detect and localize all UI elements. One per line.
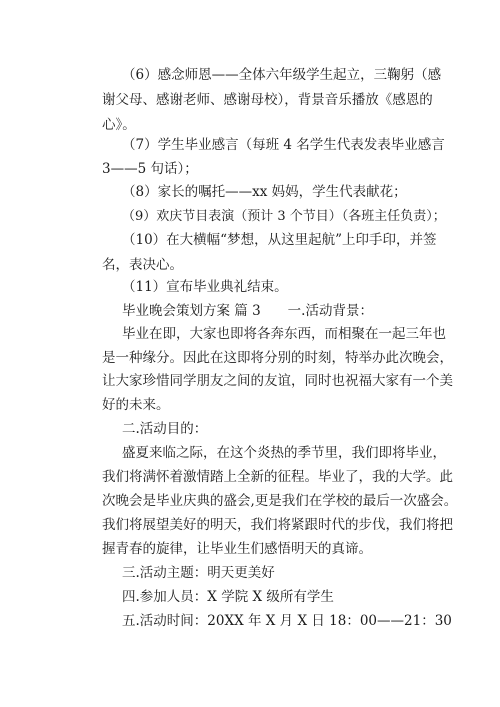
- section-heading: 五.活动时间：20XX 年 X 月 X 日 18：00——21：30: [122, 613, 452, 629]
- text-line: （6）感念师恩——全体六年级学生起立，三鞠躬（感: [122, 67, 442, 83]
- text-line: 握青春的旋律，让毕业生们感悟明天的真谛。: [102, 541, 372, 557]
- text-line: 盛夏来临之际，在这个炎热的季节里，我们即将毕业，: [122, 445, 446, 461]
- text-line: 我们将满怀着激情踏上全新的征程。毕业了，我的大学。此: [102, 469, 453, 485]
- text-line: 3——5 句话）；: [102, 161, 198, 177]
- text-line: （7）学生毕业感言（每班 4 名学生代表发表毕业感言: [122, 137, 445, 153]
- section-heading: 毕业晚会策划方案 篇 3 一.活动背景：: [122, 303, 373, 319]
- text-line: 好的未来。: [102, 397, 170, 413]
- text-line: （8）家长的嘱托——xx 妈妈，学生代表献花；: [122, 184, 407, 200]
- text-line: 次晚会是毕业庆典的盛会,更是我们在学校的最后一次盛会。: [102, 493, 458, 509]
- text-line: 毕业在即，大家也即将各奔东西，而相聚在一起三年也: [122, 326, 446, 342]
- text-line: 心》。: [102, 117, 136, 133]
- text-line: 我们将展望美好的明天，我们将紧跟时代的步伐，我们将把: [102, 517, 453, 533]
- text-line: 谢父母、感谢老师、感谢母校），背景音乐播放《感恩的: [102, 92, 433, 108]
- text-line: （9）欢庆节目表演（预计 3 个节目）（各班主任负责）；: [122, 209, 446, 224]
- section-heading: 三.活动主题：明天更美好: [122, 565, 275, 581]
- section-heading: 四.参加人员：X 学院 X 级所有学生: [122, 589, 334, 605]
- text-line: 是一种缘分。因此在这即将分别的时刻，特举办此次晚会，: [102, 350, 453, 366]
- text-line: 让大家珍惜同学朋友之间的友谊，同时也祝福大家有一个美: [102, 373, 453, 389]
- text-line: 名，表决心。: [102, 257, 183, 273]
- text-line: （11）宣布毕业典礼结束。: [122, 279, 288, 295]
- section-heading: 二.活动目的：: [122, 421, 208, 437]
- text-line: （10）在大横幅“梦想，从这里起航”上印手印，并签: [122, 232, 437, 248]
